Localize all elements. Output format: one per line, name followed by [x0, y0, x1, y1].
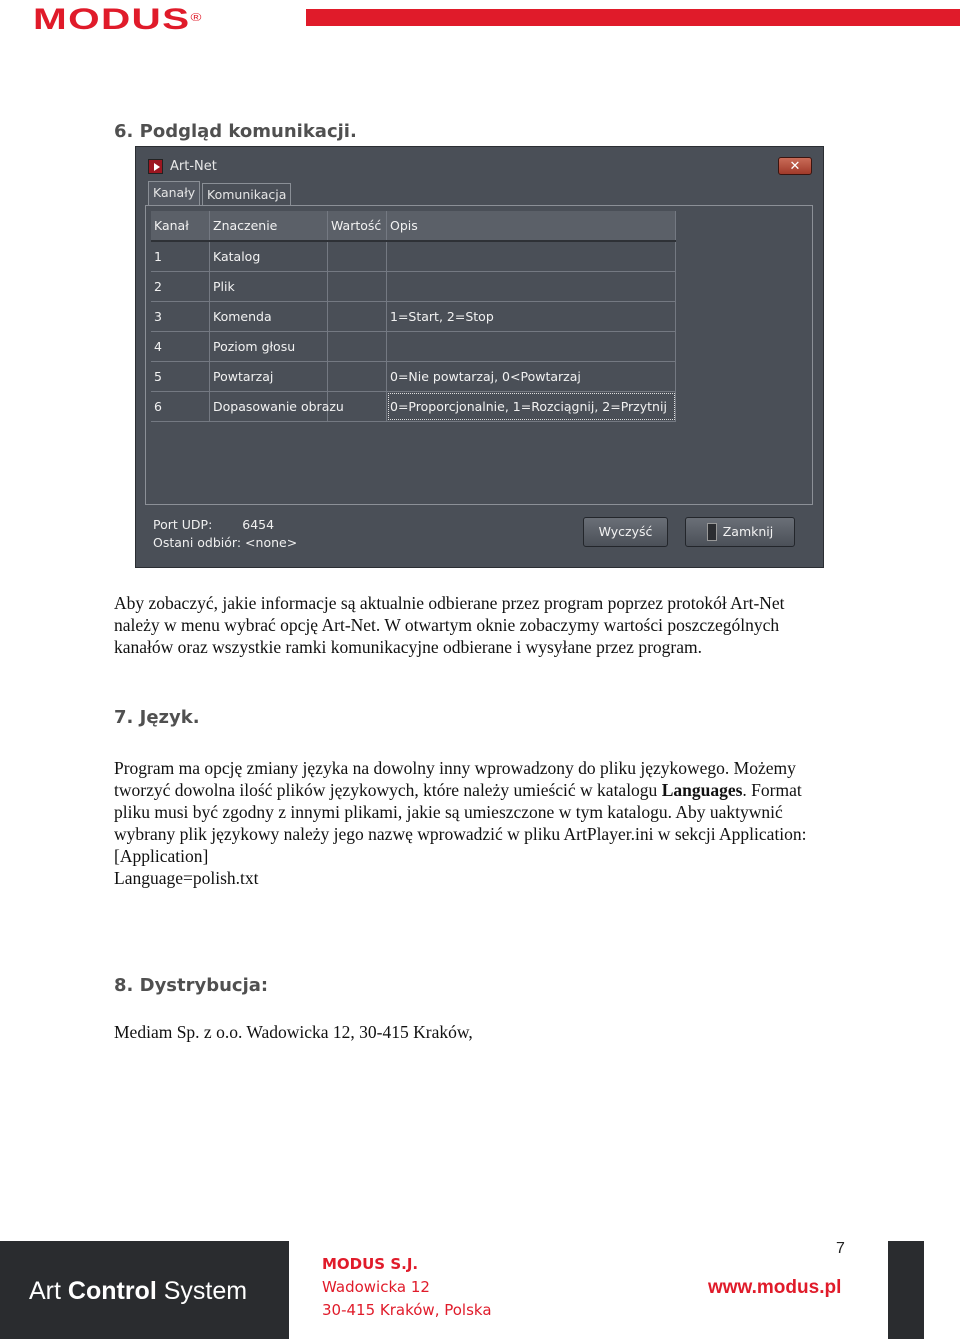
ini-language-line: Language=polish.txt — [114, 868, 259, 888]
last-receive-value: <none> — [245, 535, 298, 550]
footer-street: Wadowicka 12 — [322, 1278, 430, 1296]
grid-header — [151, 211, 676, 242]
port-udp-label: Port UDP: — [153, 517, 213, 532]
cell-opis — [387, 332, 676, 361]
channels-grid — [151, 211, 676, 422]
footer-city: 30-415 Kraków, Polska — [322, 1301, 492, 1319]
ini-section-line: [Application] — [114, 846, 209, 866]
window-title: Art-Net — [170, 159, 217, 174]
section-7-heading: 7. Język. — [114, 707, 200, 728]
artnet-window — [135, 146, 824, 568]
cell-kanal: 5 — [151, 362, 210, 391]
footer-right-block — [888, 1241, 924, 1339]
column-header-wartosc[interactable]: Wartość — [328, 211, 387, 240]
close-button[interactable] — [685, 517, 795, 547]
cell-opis: 0=Nie powtarzaj, 0<Powtarzaj — [387, 362, 676, 391]
last-receive-label: Ostani odbiór: — [153, 535, 242, 550]
languages-folder-name: Languages — [661, 780, 743, 800]
section-7-body — [114, 757, 834, 889]
clear-button[interactable]: Wyczyść — [583, 517, 668, 547]
cell-opis: 0=Proporcjonalnie, 1=Rozciągnij, 2=Przytnij — [387, 392, 676, 421]
section-7-text-after: . Format pliku musi być zgodny z innymi plikami, jakie są umieszczone w tym katalogu. Aby uaktywnić wybrany plik językowy należy jego nazwę wprowadzić w pliku ArtPlayer.ini w sekcji Application: — [114, 780, 807, 844]
column-header-znaczenie[interactable]: Znaczenie — [210, 211, 328, 240]
window-close-button[interactable]: ✕ — [778, 157, 812, 175]
page-number: 7 — [836, 1240, 845, 1257]
cell-kanal: 6 — [151, 392, 210, 421]
header-accent-bar — [306, 9, 960, 26]
cell-opis: 1=Start, 2=Stop — [387, 302, 676, 331]
table-row[interactable] — [151, 332, 676, 362]
cell-kanal: 1 — [151, 242, 210, 271]
column-header-kanal[interactable]: Kanał — [151, 211, 210, 240]
tab-kanaly[interactable]: Kanały — [148, 181, 200, 206]
footer-brand: Art Control System — [29, 1277, 248, 1305]
cell-znaczenie: Katalog — [210, 242, 328, 271]
channels-panel — [145, 205, 813, 505]
cell-wartosc[interactable] — [328, 332, 387, 361]
cell-znaczenie: Poziom głosu — [210, 332, 328, 361]
section-6-heading: 6. Podgląd komunikacji. — [114, 121, 357, 142]
cell-znaczenie: Komenda — [210, 302, 328, 331]
section-6-paragraph: Aby zobaczyć, jakie informacje są aktualnie odbierane przez program poprzez protokół Art-Net należy w menu wybrać opcję Art-Net. W otwartym oknie zobaczymy wartości poszczególnych kanałów oraz wszystkie ramki komunikacyjne odbierane i wysyłane przez program. — [114, 593, 785, 657]
footer-company: MODUS S.J. — [322, 1255, 419, 1273]
table-row[interactable] — [151, 362, 676, 392]
column-header-opis[interactable]: Opis — [387, 211, 676, 240]
cell-znaczenie: Powtarzaj — [210, 362, 328, 391]
table-row[interactable] — [151, 392, 676, 422]
cell-wartosc[interactable] — [328, 302, 387, 331]
cell-kanal: 2 — [151, 272, 210, 301]
app-play-icon — [148, 159, 163, 174]
modus-logo: MODUS® — [33, 3, 203, 36]
close-button-label: Zamknij — [722, 524, 774, 539]
last-receive-status — [153, 535, 297, 550]
cell-opis — [387, 272, 676, 301]
cell-kanal: 4 — [151, 332, 210, 361]
tab-komunikacja[interactable]: Komunikacja — [202, 183, 291, 206]
cell-wartosc[interactable] — [328, 272, 387, 301]
window-titlebar — [136, 147, 823, 177]
port-udp-value: 6454 — [242, 517, 275, 532]
footer-address — [322, 1253, 492, 1322]
section-7-text-before: Program ma opcję zmiany języka na dowolny inny wprowadzony do pliku językowego. Możemy tworzyć dowolna ilość plików językowych, które należy umieścić w katalogu — [114, 758, 796, 800]
cell-znaczenie: Dopasowanie obrazu — [210, 392, 328, 421]
cell-wartosc[interactable] — [328, 392, 387, 421]
table-row[interactable] — [151, 242, 676, 272]
table-row[interactable] — [151, 302, 676, 332]
table-row[interactable] — [151, 272, 676, 302]
footer-website-link[interactable]: www.modus.pl — [708, 1277, 842, 1298]
cell-opis — [387, 242, 676, 271]
cell-wartosc[interactable] — [328, 242, 387, 271]
port-udp-status — [153, 517, 274, 532]
cell-wartosc[interactable] — [328, 362, 387, 391]
cell-znaczenie: Plik — [210, 272, 328, 301]
section-8-heading: 8. Dystrybucja: — [114, 975, 269, 996]
distribution-text: Mediam Sp. z o.o. Wadowicka 12, 30-415 Kraków, — [114, 1022, 473, 1042]
exit-door-icon — [707, 523, 717, 541]
cell-kanal: 3 — [151, 302, 210, 331]
